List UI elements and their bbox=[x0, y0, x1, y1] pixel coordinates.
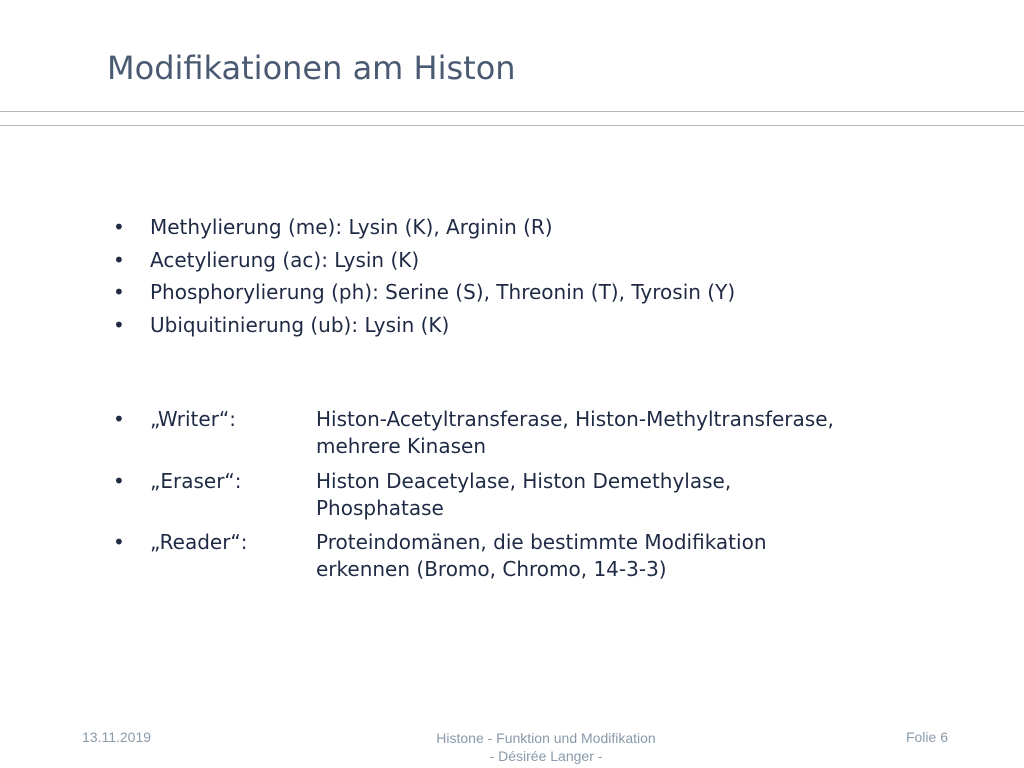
bullet: • bbox=[113, 407, 125, 431]
role-description-line: Histon Deacetylase, Histon Demethylase, bbox=[316, 468, 732, 493]
footer-author-line: - Désirée Langer - bbox=[489, 748, 603, 764]
role-description-eraser bbox=[316, 468, 731, 522]
list-item-text: Ubiquitinierung (ub): Lysin (K) bbox=[150, 313, 450, 338]
role-description-line: Proteindomänen, die bestimmte Modifikation bbox=[316, 530, 767, 554]
list-item bbox=[110, 529, 970, 583]
modifications-list bbox=[110, 211, 970, 342]
slide-title: Modifikationen am Histon bbox=[107, 49, 516, 87]
role-description-line: mehrere Kinasen bbox=[316, 434, 486, 458]
role-description-line: Histon-Acetyltransferase, Histon-Methyltransferase, bbox=[316, 407, 834, 431]
bullet: • bbox=[113, 247, 125, 272]
list-item bbox=[110, 244, 970, 277]
footer-date: 13.11.2019 bbox=[82, 729, 152, 745]
title-divider-bottom bbox=[0, 125, 1024, 126]
bullet: • bbox=[113, 280, 125, 305]
role-description-reader bbox=[316, 529, 767, 583]
bullet: • bbox=[113, 468, 125, 493]
list-item-text: Acetylierung (ac): Lysin (K) bbox=[150, 247, 420, 272]
list-item-text: Methylierung (me): Lysin (K), Arginin (R) bbox=[150, 215, 553, 239]
bullet: • bbox=[113, 215, 125, 239]
title-divider-top bbox=[0, 111, 1024, 112]
footer-page-number: Folie 6 bbox=[905, 729, 948, 745]
role-description-line: Phosphatase bbox=[316, 495, 444, 520]
list-item bbox=[110, 276, 970, 309]
bullet: • bbox=[113, 313, 125, 338]
bullet: • bbox=[113, 530, 125, 554]
list-item bbox=[110, 309, 970, 342]
role-label-reader: „Reader“: bbox=[150, 530, 248, 554]
enzyme-roles-list bbox=[110, 406, 970, 591]
role-description-line: erkennen (Bromo, Chromo, 14-3-3) bbox=[316, 557, 667, 581]
list-item bbox=[110, 211, 970, 244]
list-item bbox=[110, 468, 970, 522]
role-label-writer: „Writer“: bbox=[150, 407, 237, 431]
role-label-eraser: „Eraser“: bbox=[150, 468, 242, 493]
list-item-text: Phosphorylierung (ph): Serine (S), Threonin (T), Tyrosin (Y) bbox=[150, 280, 736, 305]
list-item bbox=[110, 406, 970, 460]
role-description-writer bbox=[316, 406, 834, 460]
footer-title-line: Histone - Funktion und Modifikation bbox=[436, 730, 656, 746]
footer-title bbox=[340, 729, 752, 765]
